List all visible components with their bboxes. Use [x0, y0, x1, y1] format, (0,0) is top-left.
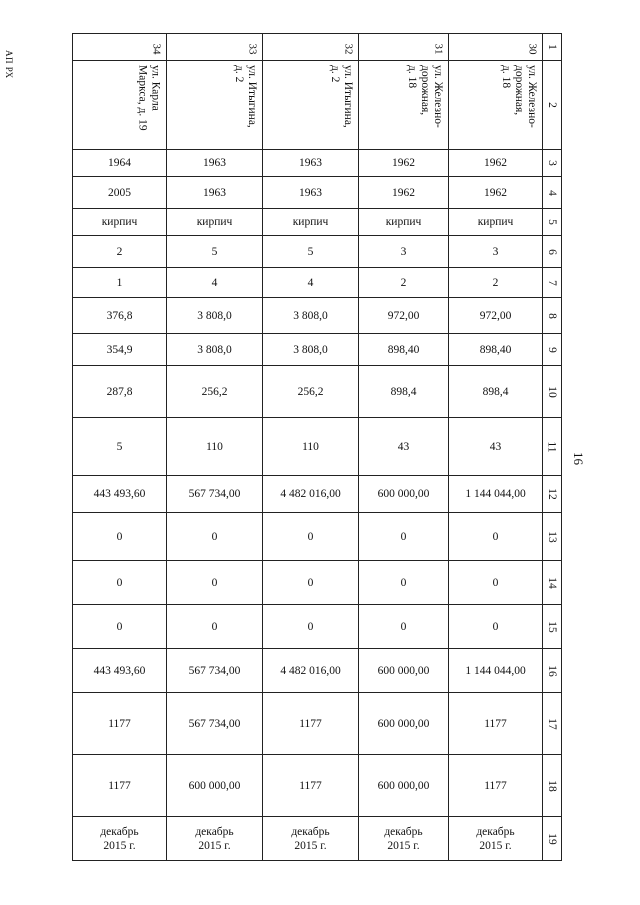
address-line: Маркса, д. 19 — [137, 65, 149, 131]
table-cell: 0 — [73, 605, 167, 649]
table-cell: 1962 — [449, 150, 543, 177]
address-line: д. 18 — [406, 65, 418, 89]
row-number: 6 — [546, 248, 558, 255]
row-number: 15 — [546, 620, 558, 633]
table-cell: 1963 — [167, 177, 263, 209]
table-cell: 972,00 — [449, 298, 543, 334]
table-row — [73, 177, 562, 209]
table-cell: 898,40 — [359, 334, 449, 366]
table-cell: кирпич — [73, 209, 167, 236]
column-number: 32 — [342, 43, 355, 55]
table-cell: 1963 — [263, 150, 359, 177]
table-cell: 1177 — [449, 755, 543, 817]
row-number-cell — [543, 649, 562, 693]
table-row — [73, 817, 562, 861]
table-row — [73, 755, 562, 817]
row-number-cell — [543, 268, 562, 298]
table-cell: 1964 — [73, 150, 167, 177]
table-cell: 3 808,0 — [263, 334, 359, 366]
table-cell: 1962 — [449, 177, 543, 209]
address-text — [232, 65, 258, 128]
table-cell: 1 144 044,00 — [449, 476, 543, 513]
table-cell: 600 000,00 — [359, 755, 449, 817]
data-table — [72, 33, 562, 861]
table-cell: 3 — [449, 236, 543, 268]
table-cell: 287,8 — [73, 366, 167, 418]
cell-line: декабрь — [476, 825, 515, 838]
address-row — [73, 61, 562, 150]
table-cell: 1177 — [449, 693, 543, 755]
table-cell: 898,4 — [359, 366, 449, 418]
table-cell: 600 000,00 — [167, 755, 263, 817]
address-text — [328, 65, 354, 128]
table-cell: 2005 — [73, 177, 167, 209]
address-text — [405, 65, 444, 128]
table-cell: 1963 — [167, 150, 263, 177]
cell-line: декабрь — [384, 825, 423, 838]
row-number-cell — [543, 693, 562, 755]
row-number-cell — [543, 418, 562, 476]
table-cell: 5 — [263, 236, 359, 268]
column-number-cell — [359, 34, 449, 61]
cell-line: 2015 г. — [294, 839, 327, 852]
row-number-cell — [543, 561, 562, 605]
row-number: 7 — [546, 279, 558, 286]
address-text — [499, 65, 538, 128]
table-cell: 1 144 044,00 — [449, 649, 543, 693]
table-cell: 2 — [359, 268, 449, 298]
table-cell: 43 — [449, 418, 543, 476]
column-number-row — [73, 34, 562, 61]
table-cell — [167, 817, 263, 861]
table-cell: 4 — [263, 268, 359, 298]
row-number: 12 — [546, 488, 558, 500]
table-row — [73, 268, 562, 298]
row-number: 19 — [546, 832, 558, 845]
table-cell: 376,8 — [73, 298, 167, 334]
table-row — [73, 418, 562, 476]
table-cell: 3 808,0 — [167, 334, 263, 366]
column-number-cell — [73, 34, 167, 61]
table-row — [73, 476, 562, 513]
table-cell: 4 — [167, 268, 263, 298]
address-line: ул. Железно- — [432, 65, 444, 128]
row-number-cell — [543, 298, 562, 334]
cell-line: 2015 г. — [479, 839, 512, 852]
table-cell: 1962 — [359, 177, 449, 209]
table-row — [73, 649, 562, 693]
address-line: ул. Карла — [150, 65, 162, 111]
table-cell: 1 — [73, 268, 167, 298]
column-number-cell — [263, 34, 359, 61]
table-cell — [263, 817, 359, 861]
address-line: дорожная, — [513, 65, 525, 116]
table-row — [73, 513, 562, 561]
row-number-cell — [543, 209, 562, 236]
row-number: 5 — [546, 219, 558, 225]
table-row — [73, 561, 562, 605]
row-number-cell — [543, 177, 562, 209]
table-cell: 5 — [73, 418, 167, 476]
address-cell — [359, 61, 449, 150]
table-cell: 972,00 — [359, 298, 449, 334]
table-cell: 1177 — [263, 755, 359, 817]
cell-line: 2015 г. — [198, 839, 231, 852]
row-number: 9 — [546, 346, 558, 353]
table-cell: 567 734,00 — [167, 476, 263, 513]
table-cell: кирпич — [167, 209, 263, 236]
row-number-cell — [543, 334, 562, 366]
row-number-cell — [543, 34, 562, 61]
address-cell — [263, 61, 359, 150]
column-number: 31 — [432, 43, 445, 55]
address-cell — [449, 61, 543, 150]
column-number-cell — [167, 34, 263, 61]
address-cell — [73, 61, 167, 150]
table-cell: 898,40 — [449, 334, 543, 366]
row-number: 17 — [546, 717, 558, 730]
row-number: 3 — [546, 160, 558, 166]
table-cell: 3 808,0 — [167, 298, 263, 334]
page-number: 16 — [571, 452, 586, 465]
row-number-cell — [543, 236, 562, 268]
table-cell: 4 482 016,00 — [263, 649, 359, 693]
address-line: д. 18 — [500, 65, 512, 89]
row-number: 2 — [546, 102, 558, 108]
table-cell: 0 — [167, 561, 263, 605]
table-cell — [73, 817, 167, 861]
table-cell: 567 734,00 — [167, 693, 263, 755]
address-line: д. 2 — [329, 65, 341, 83]
table-cell: 0 — [449, 513, 543, 561]
table-cell: 0 — [359, 513, 449, 561]
table-cell: 0 — [359, 605, 449, 649]
table-cell: 0 — [263, 561, 359, 605]
table-row — [73, 150, 562, 177]
table-cell: 0 — [263, 605, 359, 649]
address-line: ул. Итыгина, — [246, 65, 258, 128]
row-number: 14 — [546, 576, 558, 589]
table-cell: 4 482 016,00 — [263, 476, 359, 513]
table-cell: 3 — [359, 236, 449, 268]
table-cell: 1962 — [359, 150, 449, 177]
table-cell: 5 — [167, 236, 263, 268]
table-row — [73, 209, 562, 236]
table-cell: 0 — [449, 605, 543, 649]
cell-line: 2015 г. — [103, 839, 136, 852]
table-cell: 0 — [449, 561, 543, 605]
table-cell: 1177 — [73, 755, 167, 817]
table-row — [73, 236, 562, 268]
row-number-cell — [543, 513, 562, 561]
table-cell: 3 808,0 — [263, 298, 359, 334]
row-number: 8 — [546, 312, 558, 319]
address-line: ул. Железно- — [526, 65, 538, 128]
table-cell: 110 — [263, 418, 359, 476]
archive-mark: АП РХ — [4, 50, 14, 79]
table-cell: 0 — [73, 513, 167, 561]
table-row — [73, 298, 562, 334]
column-number-cell — [449, 34, 543, 61]
address-cell — [167, 61, 263, 150]
column-number: 34 — [150, 43, 163, 55]
table-cell: 256,2 — [167, 366, 263, 418]
table-cell: 1177 — [73, 693, 167, 755]
address-line: д. 2 — [233, 65, 245, 83]
table-row — [73, 366, 562, 418]
table-cell — [359, 817, 449, 861]
table-row — [73, 605, 562, 649]
table-cell: 0 — [167, 605, 263, 649]
row-number-cell — [543, 817, 562, 861]
table-cell: 2 — [449, 268, 543, 298]
table-cell: 0 — [359, 561, 449, 605]
cell-line: декабрь — [291, 825, 330, 838]
table-cell: 354,9 — [73, 334, 167, 366]
row-number: 16 — [546, 664, 558, 677]
table-cell: 443 493,60 — [73, 476, 167, 513]
table-cell: 1177 — [263, 693, 359, 755]
table-cell: 600 000,00 — [359, 649, 449, 693]
row-number: 13 — [546, 530, 558, 543]
table-row — [73, 334, 562, 366]
table-cell: 0 — [167, 513, 263, 561]
row-number: 1 — [546, 44, 558, 50]
column-number: 33 — [246, 43, 259, 55]
table-cell: 0 — [73, 561, 167, 605]
table-cell: 443 493,60 — [73, 649, 167, 693]
table-cell: кирпич — [449, 209, 543, 236]
address-line: ул. Итыгина, — [342, 65, 354, 128]
cell-line: декабрь — [100, 825, 139, 838]
row-number: 10 — [546, 385, 558, 398]
row-number-cell — [543, 476, 562, 513]
table-cell — [449, 817, 543, 861]
column-number: 30 — [526, 43, 539, 55]
table-cell: 567 734,00 — [167, 649, 263, 693]
address-text — [136, 65, 162, 131]
row-number: 18 — [546, 779, 558, 792]
table-cell: 1963 — [263, 177, 359, 209]
table-cell: 600 000,00 — [359, 476, 449, 513]
row-number: 4 — [546, 189, 558, 196]
row-number-cell — [543, 150, 562, 177]
table-cell: 110 — [167, 418, 263, 476]
row-number-cell — [543, 61, 562, 150]
address-line: дорожная, — [419, 65, 431, 116]
table-cell: кирпич — [263, 209, 359, 236]
table-cell: 256,2 — [263, 366, 359, 418]
table-cell: кирпич — [359, 209, 449, 236]
row-number-cell — [543, 366, 562, 418]
table-row — [73, 693, 562, 755]
table-cell: 2 — [73, 236, 167, 268]
row-number-cell — [543, 755, 562, 817]
table-cell: 0 — [263, 513, 359, 561]
table-cell: 43 — [359, 418, 449, 476]
table-cell: 600 000,00 — [359, 693, 449, 755]
table-cell: 898,4 — [449, 366, 543, 418]
cell-line: 2015 г. — [387, 839, 420, 852]
cell-line: декабрь — [195, 825, 234, 838]
row-number-cell — [543, 605, 562, 649]
row-number: 11 — [545, 440, 558, 453]
